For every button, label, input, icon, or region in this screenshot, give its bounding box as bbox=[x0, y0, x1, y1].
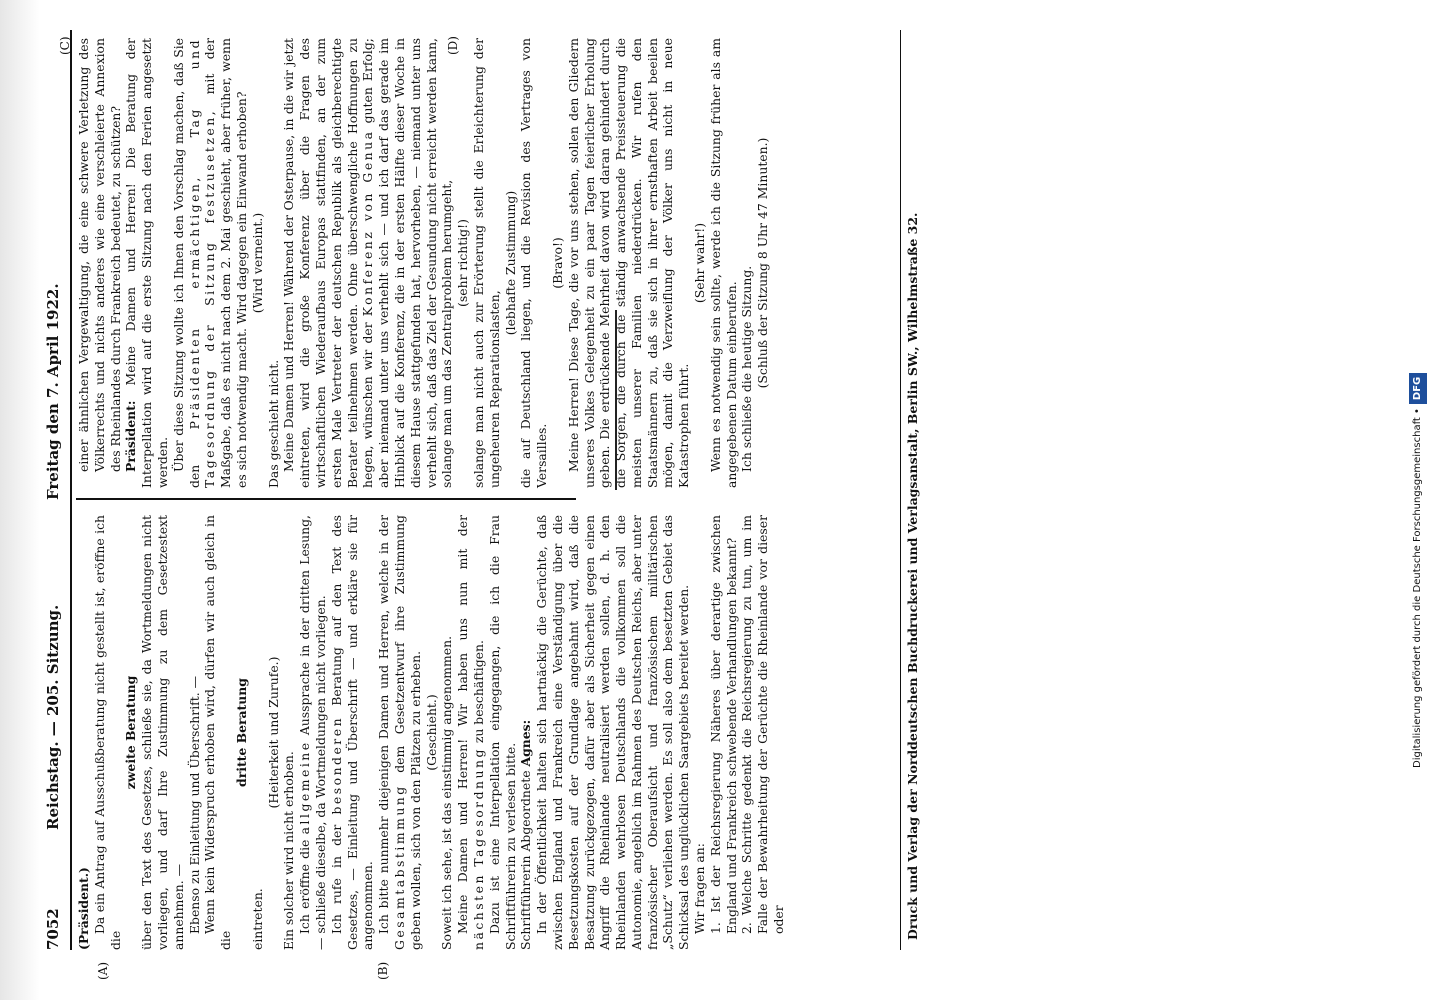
speaker-name: Präsident: bbox=[123, 385, 139, 472]
margin-marker-a: (A) bbox=[96, 961, 110, 980]
margin-marker-d: (D) bbox=[446, 36, 460, 55]
spaced-text: allgemeine bbox=[297, 740, 313, 835]
text-run: guten Erfolg; aber niemand unter uns verhehlt sich — und ich darf das gerade im Hinblick auf die Konferenz, die in der ersten Hälfte dieser Woche in diesem Hause stattgefunden hat, hervorheben, — niemand unter uns verhehlt sich, daß das Ziel der Gesundung nicht erreicht werden kann, solange man um das Zentralproblem herumgeht, bbox=[360, 38, 455, 488]
paragraph: über den Text des Gesetzes, schließe sie, da Wortmeldungen nicht vorliegen, und darf Ihre Zustimmung zu dem Gesetzestext annehmen. — bbox=[139, 515, 186, 950]
remark: (sehr richtig!) bbox=[455, 219, 471, 307]
paragraph: einer ähnlichen Vergewaltigung, die eine schwere Verletzung des Völkerrechts und nichts anderes wie eine verschleierte Annexion des Rheinlandes durch Frankreich bedeutet, zu schützen? bbox=[76, 38, 123, 472]
page-number: 7052 bbox=[44, 908, 62, 950]
credit-text: Digitalisierung gefördert durch die Deutsche Forschungsgemeinschaft • bbox=[1412, 408, 1423, 768]
paragraph: Das geschieht nicht. bbox=[265, 359, 281, 488]
paragraph: Wenn es notwendig sein sollte, werde ich die Sitzung früher als am angegebenen Datum einberufen. bbox=[707, 38, 739, 488]
digitization-credit bbox=[1405, 8, 1431, 768]
paragraph bbox=[329, 515, 376, 950]
end-rule bbox=[615, 310, 617, 490]
text-run: Ich bitte nunmehr diejenigen Damen und Herren, welche in der bbox=[376, 515, 392, 934]
paragraph bbox=[376, 515, 423, 950]
text-run: Meine Damen und Herren! Während der Osterpause, in die wir jetzt eintreten, wird die große Konferenz über die Fragen des wirtschaftlichen Wiederaufbaus Europas stattfinden, an der zum ersten Male Vertreter der deutschen Republik als gleichberechtigte Berater teilnehmen werden. Ohne überschwengliche Hoffnungen zu hegen, wünschen wir der bbox=[281, 38, 376, 488]
text-run: mit der Maßgabe, daß es nicht nach dem 2. Mai geschieht, aber früher, wenn es sich notwendig macht. Wird dagegen ein Einwand erhoben? bbox=[202, 38, 249, 488]
paragraph: die auf Deutschland liegen, und die Revision des Vertrages von Versailles. bbox=[518, 38, 550, 488]
text-run: dem Gesetzentwurf ihre Zustimmung geben wollen, sich von den Plätzen zu erheben. bbox=[391, 515, 423, 950]
paragraph bbox=[455, 515, 487, 950]
remark: (lebhafte Zustimmung) bbox=[502, 190, 518, 336]
dfg-logo: DFG bbox=[1409, 373, 1427, 404]
paragraph bbox=[281, 38, 455, 488]
left-column bbox=[76, 515, 787, 950]
spaced-text: Gesamtabstimmung bbox=[391, 784, 407, 950]
running-head-session: Reichstag. — 205. Sitzung. bbox=[44, 604, 62, 830]
remark: (Bravo!) bbox=[549, 237, 565, 289]
text-run: Aussprache in der dritten Lesung, — schließe dieselbe, da Wortmeldungen nicht vorliegen. bbox=[297, 515, 328, 950]
text-run: Beratung auf den Text des Gesetzes, — Einleitung und Überschrift — und erkläre sie für angenommen. bbox=[328, 515, 376, 950]
spaced-text: nächsten Tagesordnung bbox=[470, 747, 486, 950]
imprint-footer bbox=[900, 30, 923, 950]
text-run: Ich rufe in der bbox=[328, 814, 344, 934]
question-2: 2. Welche Schritte gedenkt die Reichsregierung zu tun, um im Falle der Bewahrheitung der Gerüchte die Rheinlande vor dieser oder bbox=[739, 515, 787, 934]
remark: (Wird verneint.) bbox=[249, 212, 265, 314]
paragraph: Ein solcher wird nicht erhoben. bbox=[281, 751, 297, 950]
spaced-text: Konferenz von Genua bbox=[360, 129, 376, 317]
text-run: zu beschäftigen. bbox=[470, 640, 486, 748]
remark: (Sehr wahr!) bbox=[692, 222, 708, 304]
paragraph bbox=[123, 38, 170, 488]
paragraph: Soweit ich sehe, ist das einstimmig angenommen. bbox=[439, 635, 455, 950]
text-run: Ich eröffne die bbox=[297, 834, 313, 934]
paragraph bbox=[297, 515, 329, 950]
page-content bbox=[40, 30, 920, 980]
paragraph: Ich schließe die heutige Sitzung. bbox=[739, 265, 755, 472]
question-1: 1. Ist der Reichsregierung Näheres über derartige zwischen England und Frankreich schwebende Verhandlungen bekannt? bbox=[707, 515, 739, 934]
remark: (Heiterkeit und Zurufe.) bbox=[265, 656, 281, 809]
text-run: Meine Damen und Herren! Die Beratung der Interpellation wird auf die erste Sitzung nach den Ferien angesetzt werden. bbox=[123, 38, 170, 488]
section-heading: zweite Beratung bbox=[123, 675, 139, 790]
text-run: Meine Damen und Herren! Wir haben uns nun mit der bbox=[455, 515, 471, 934]
paragraph: solange man nicht auch zur Erörterung stellt die Erleichterung der ungeheuren Reparationslasten, bbox=[470, 38, 502, 488]
right-column bbox=[76, 38, 771, 488]
text-run: Über diese Sitzung wollte ich Ihnen den Vorschlag machen, daß Sie den bbox=[170, 38, 202, 488]
speaker-name: Agnes: bbox=[518, 719, 534, 767]
spaced-text: besonderen bbox=[328, 715, 344, 815]
text-run: Schriftführerin Abgeordnete bbox=[518, 766, 534, 950]
running-head-date: Freitag den 7. April 1922. bbox=[44, 283, 62, 500]
paragraph: Wenn kein Widerspruch erhoben wird, dürfen wir auch gleich in die bbox=[202, 515, 234, 950]
paragraph: In der Öffentlichkeit halten sich hartnäckig die Gerüchte, daß zwischen England und Frankreich eine Verständigung über die Besetzungskosten auf der Grundlage angebahnt wird, daß die Besatzung zurückgezogen, dafür aber als Sicherheit gegen einen Angriff die Rheinlande neutralisiert werden sollen, d. h. den Rheinlanden wehrlosen Deutschlands die vollkommen soll die Autonomie, angeblich im Rahmen des Deutschen Reichs, aber unter französischer Oberaufsicht und französischem militärischen „Schutz“ verliehen werden. Es soll also dem besetzten Gebiet das Schicksal des unglücklichen Saargebiets bereitet werden. bbox=[534, 515, 692, 950]
paragraph: Ebenso zu Einleitung und Überschrift. — bbox=[186, 675, 202, 934]
paragraph: Meine Herren! Diese Tage, die vor uns stehen, sollen den Gliedern unseres Volkes Gelegenheit zu ein paar Tagen feierlicher Erholung geben. Die erdrückende Mehrheit davon wird daran gehindert durch die Sorgen, die durch die ständig anwachsende Preissteuerung die meisten unserer Familien niederdrücken. Wir rufen den Staatsmännern zu, daß sie sich in ihrer ernsthaften Arbeit beeilen mögen, damit die Verzweiflung der Völker uns nicht in neue Katastrophen führt. bbox=[565, 38, 692, 488]
text-columns bbox=[58, 30, 787, 980]
column-divider bbox=[76, 498, 576, 500]
paragraph: eintreten. bbox=[249, 888, 265, 950]
paragraph: Dazu ist eine Interpellation eingegangen, die ich die Frau Schriftführerin zu verlesen bitte. bbox=[486, 515, 518, 950]
paragraph: Wir fragen an: bbox=[692, 843, 708, 934]
margin-marker-c: (C) bbox=[58, 36, 72, 55]
credit-line bbox=[1409, 8, 1434, 768]
speaker-label: (Präsident.) bbox=[76, 867, 91, 950]
paragraph: Da ein Antrag auf Ausschußberatung nicht gestellt ist, eröffne ich die bbox=[91, 515, 123, 950]
section-heading: dritte Beratung bbox=[233, 678, 249, 787]
paragraph bbox=[518, 515, 534, 950]
spaced-text: Präsidenten ermächtigen, Tag und Tagesordnung der Sitzung festzusetzen, bbox=[186, 38, 218, 488]
page-header bbox=[40, 30, 72, 950]
paragraph bbox=[171, 38, 250, 488]
imprint-text: Druck und Verlag der Norddeutschen Buchdruckerei und Verlagsanstalt, Berlin SW., Wilhelmstraße 32. bbox=[905, 212, 920, 940]
margin-marker-b: (B) bbox=[376, 961, 390, 980]
closing-note: (Schluß der Sitzung 8 Uhr 47 Minuten.) bbox=[755, 137, 771, 389]
remark: (Geschieht.) bbox=[423, 694, 439, 771]
